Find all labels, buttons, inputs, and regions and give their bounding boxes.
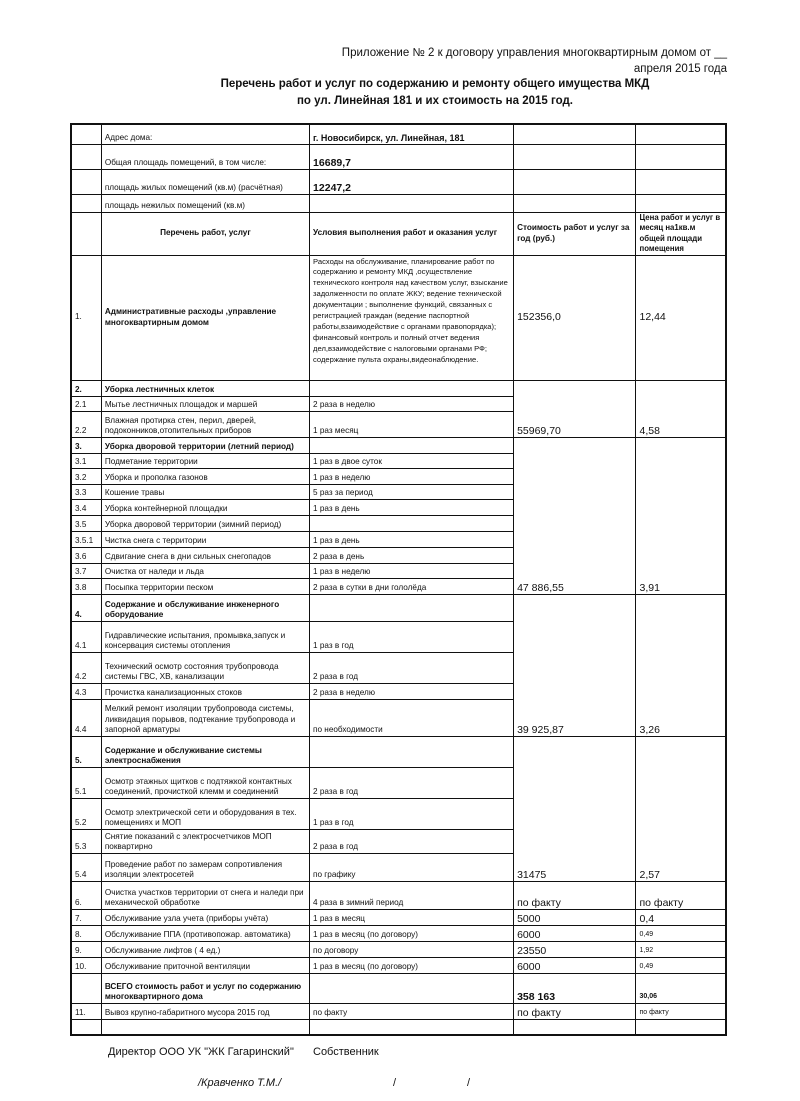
- row-number: 3.3: [71, 484, 101, 499]
- row-name: Административные расходы ,управление многоквартирным домом: [101, 255, 309, 380]
- row-number: 6.: [71, 881, 101, 909]
- row-annual-cost: 39 925,87: [514, 594, 636, 736]
- row-monthly-price: 4,58: [636, 380, 726, 437]
- row-number: 5.2: [71, 798, 101, 829]
- row-name: Содержание и обслуживание системы электроснабжения: [101, 736, 309, 767]
- row-monthly-price: 0,49: [636, 925, 726, 941]
- row-number: 11.: [71, 1003, 101, 1019]
- row-number: 4.2: [71, 652, 101, 683]
- row-monthly-price: 3,91: [636, 437, 726, 594]
- row-annual-cost: 55969,70: [514, 380, 636, 437]
- row-conditions: 1 раз в месяц: [310, 909, 514, 925]
- row-name: Очистка от наледи и льда: [101, 563, 309, 578]
- row-name: Содержание и обслуживание инженерного оборудование: [101, 594, 309, 621]
- row-conditions: по договору: [310, 941, 514, 957]
- row-annual-cost: 47 886,55: [514, 437, 636, 594]
- document-title-line-1: Перечень работ и услуг по содержанию и ремонту общего имущества МКД: [220, 78, 650, 90]
- column-header-conditions: Условия выполнения работ и оказания услуг: [310, 212, 514, 255]
- row-number: 5.3: [71, 829, 101, 853]
- appendix-line-1: Приложение № 2 к договору управления многоквартирным домом от __: [341, 47, 727, 59]
- row-monthly-price: 1,92: [636, 941, 726, 957]
- row-monthly-price: 12,44: [636, 255, 726, 380]
- row-name: Обслуживание ППА (противопожар. автоматика): [101, 925, 309, 941]
- row-conditions: 2 раза в год: [310, 829, 514, 853]
- row-name: Сдвигание снега в дни сильных снегопадов: [101, 547, 309, 563]
- row-name: Снятие показаний с электросчетчиков МОП поквартирно: [101, 829, 309, 853]
- director-name: /Кравченко Т.М./: [198, 1077, 282, 1089]
- row-monthly-price: 0,4: [636, 909, 726, 925]
- row-number: 3.5: [71, 515, 101, 531]
- info-row-living-area: [71, 169, 726, 194]
- total-label: ВСЕГО стоимость работ и услуг по содержанию многоквартирного дома: [101, 973, 309, 1003]
- row-conditions: по необходимости: [310, 699, 514, 736]
- total-monthly-price: 30,06: [636, 973, 726, 1003]
- row-monthly-price: по факту: [636, 1003, 726, 1019]
- row-conditions: 1 раз в год: [310, 621, 514, 652]
- address-label: Адрес дома:: [101, 124, 309, 144]
- row-conditions: 1 раз в месяц (по договору): [310, 925, 514, 941]
- row-name: Подметание территории: [101, 453, 309, 468]
- document-title-line-2: по ул. Линейная 181 и их стоимость на 2015 год.: [296, 95, 574, 107]
- info-row-address: [71, 124, 726, 144]
- row-name: Влажная протирка стен, перил, дверей, подоконников,отопительных приборов: [101, 411, 309, 437]
- row-name: Прочистка канализационных стоков: [101, 683, 309, 699]
- row-number: 4.4: [71, 699, 101, 736]
- table-row: [71, 909, 726, 925]
- total-area-label: Общая площадь помещений, в том числе:: [101, 144, 309, 169]
- table-row: [71, 1003, 726, 1019]
- info-row-nonliving-area: [71, 194, 726, 212]
- row-conditions: 5 раз за период: [310, 484, 514, 499]
- row-conditions: [310, 515, 514, 531]
- address-value: г. Новосибирск, ул. Линейная, 181: [310, 124, 514, 144]
- owner-signature-label: Собственник: [313, 1046, 379, 1058]
- table-row: [71, 925, 726, 941]
- row-annual-cost: 6000: [514, 925, 636, 941]
- row-number: 4.: [71, 594, 101, 621]
- section-row: [71, 594, 726, 621]
- row-name: Осмотр этажных щитков с подтяжкой контактных соединений, прочисткой клемм и соединений: [101, 767, 309, 798]
- row-conditions: 2 раза в сутки в дни гололёда: [310, 578, 514, 594]
- row-conditions: 1 раз в месяц (по договору): [310, 957, 514, 973]
- row-conditions: Расходы на обслуживание, планирование работ по содержанию и ремонту МКД ,осуществление технического контроля над качеством услуг, взыскание задолженности по оплате ЖКУ; ведение технической документации ; выполнение функций, связанных с регистрацией граждан (ведение паспортной работы,взаимодействие с органами правопорядка); финансовый контроль и полный отчет ведения дел,взаимодействие с налоговыми органами РФ; содержание пульта охраны,видеонаблюдение.: [310, 255, 514, 380]
- nonliving-area-label: площадь нежилых помещений (кв.м): [101, 194, 309, 212]
- section-row: [71, 380, 726, 396]
- row-number: 3.: [71, 437, 101, 453]
- row-annual-cost: 31475: [514, 736, 636, 881]
- row-name: Уборка лестничных клеток: [101, 380, 309, 396]
- row-name: Технический осмотр состояния трубопровода системы ГВС, ХВ, канализации: [101, 652, 309, 683]
- row-number: 1.: [71, 255, 101, 380]
- column-header-row: [71, 212, 726, 255]
- row-number: 3.8: [71, 578, 101, 594]
- row-name: Проведение работ по замерам сопротивления изоляции электросетей: [101, 853, 309, 881]
- row-name: Обслуживание лифтов ( 4 ед.): [101, 941, 309, 957]
- row-monthly-price: 0,49: [636, 957, 726, 973]
- row-annual-cost: 23550: [514, 941, 636, 957]
- row-conditions: по факту: [310, 1003, 514, 1019]
- row-annual-cost: по факту: [514, 1003, 636, 1019]
- row-number: 3.1: [71, 453, 101, 468]
- table-row: [71, 957, 726, 973]
- column-header-annual-cost: Стоимость работ и услуг за год (руб.): [514, 212, 636, 255]
- row-monthly-price: 3,26: [636, 594, 726, 736]
- row-number: 5.: [71, 736, 101, 767]
- section-row: [71, 736, 726, 767]
- row-conditions: 1 раз в год: [310, 798, 514, 829]
- row-annual-cost: по факту: [514, 881, 636, 909]
- row-name: Осмотр электрической сети и оборудования в тех. помещениях и МОП: [101, 798, 309, 829]
- row-name: Уборка контейнерной площадки: [101, 499, 309, 515]
- row-conditions: 1 раз в день: [310, 499, 514, 515]
- row-conditions: 2 раза в год: [310, 652, 514, 683]
- row-annual-cost: 152356,0: [514, 255, 636, 380]
- table-row: [71, 941, 726, 957]
- row-number: 4.3: [71, 683, 101, 699]
- row-number: 2.1: [71, 396, 101, 411]
- owner-signature-slash-left: /: [393, 1077, 397, 1089]
- services-table: [70, 123, 727, 1036]
- director-signature-label: Директор ООО УК "ЖК Гагаринский": [108, 1046, 294, 1058]
- row-number: 3.6: [71, 547, 101, 563]
- row-name: Кошение травы: [101, 484, 309, 499]
- row-monthly-price: по факту: [636, 881, 726, 909]
- row-conditions: 2 раза в неделю: [310, 396, 514, 411]
- table-row: [71, 255, 726, 380]
- row-name: Посыпка территории песком: [101, 578, 309, 594]
- nonliving-area-value: [310, 194, 514, 212]
- empty-row: [71, 1019, 726, 1035]
- row-name: Обслуживание приточной вентиляции: [101, 957, 309, 973]
- row-number: 3.4: [71, 499, 101, 515]
- row-name: Очистка участков территории от снега и наледи при механической обработке: [101, 881, 309, 909]
- row-conditions: 2 раза в день: [310, 547, 514, 563]
- row-name: Обслуживание узла учета (приборы учёта): [101, 909, 309, 925]
- row-annual-cost: 5000: [514, 909, 636, 925]
- appendix-line-2: апреля 2015 года: [633, 63, 727, 75]
- row-number: 5.4: [71, 853, 101, 881]
- row-number: 5.1: [71, 767, 101, 798]
- info-row-total-area: [71, 144, 726, 169]
- row-number: 10.: [71, 957, 101, 973]
- row-number: 3.2: [71, 468, 101, 484]
- row-conditions: 2 раза в неделю: [310, 683, 514, 699]
- owner-signature-slash-right: /: [467, 1077, 471, 1089]
- total-row: [71, 973, 726, 1003]
- living-area-value: 12247,2: [310, 169, 514, 194]
- total-annual-cost: 358 163: [514, 973, 636, 1003]
- row-number: 9.: [71, 941, 101, 957]
- row-name: Мытье лестничных площадок и маршей: [101, 396, 309, 411]
- row-number: 3.5.1: [71, 531, 101, 547]
- row-conditions: 1 раз месяц: [310, 411, 514, 437]
- living-area-label: площадь жилых помещений (кв.м) (расчётная): [101, 169, 309, 194]
- row-name: Чистка снега с территории: [101, 531, 309, 547]
- row-conditions: 1 раз в двое суток: [310, 453, 514, 468]
- row-monthly-price: 2,57: [636, 736, 726, 881]
- column-header-works: Перечень работ, услуг: [101, 212, 309, 255]
- row-number: 4.1: [71, 621, 101, 652]
- row-number: 2.: [71, 380, 101, 396]
- row-name: Уборка дворовой территории (зимний период): [101, 515, 309, 531]
- row-conditions: 1 раз в день: [310, 531, 514, 547]
- row-conditions: 1 раз в неделю: [310, 468, 514, 484]
- table-row: [71, 881, 726, 909]
- row-conditions: 4 раза в зимний период: [310, 881, 514, 909]
- row-conditions: по графику: [310, 853, 514, 881]
- row-number: 2.2: [71, 411, 101, 437]
- section-row: [71, 437, 726, 453]
- row-annual-cost: 6000: [514, 957, 636, 973]
- row-name: Уборка дворовой территории (летний период): [101, 437, 309, 453]
- total-area-value: 16689,7: [310, 144, 514, 169]
- row-name: Уборка и прополка газонов: [101, 468, 309, 484]
- row-conditions: 2 раза в год: [310, 767, 514, 798]
- row-conditions: 1 раз в неделю: [310, 563, 514, 578]
- row-number: 7.: [71, 909, 101, 925]
- row-number: 3.7: [71, 563, 101, 578]
- row-name: Гидравлические испытания, промывка,запуск и консервация системы отопления: [101, 621, 309, 652]
- column-header-monthly-price: Цена работ и услуг в месяц на1кв.м общей площади помещения: [636, 212, 726, 255]
- row-name: Вывоз крупно-габаритного мусора 2015 год: [101, 1003, 309, 1019]
- row-number: 8.: [71, 925, 101, 941]
- row-name: Мелкий ремонт изоляции трубопровода системы, ликвидация порывов, подтекание трубопровода и запорной арматуры: [101, 699, 309, 736]
